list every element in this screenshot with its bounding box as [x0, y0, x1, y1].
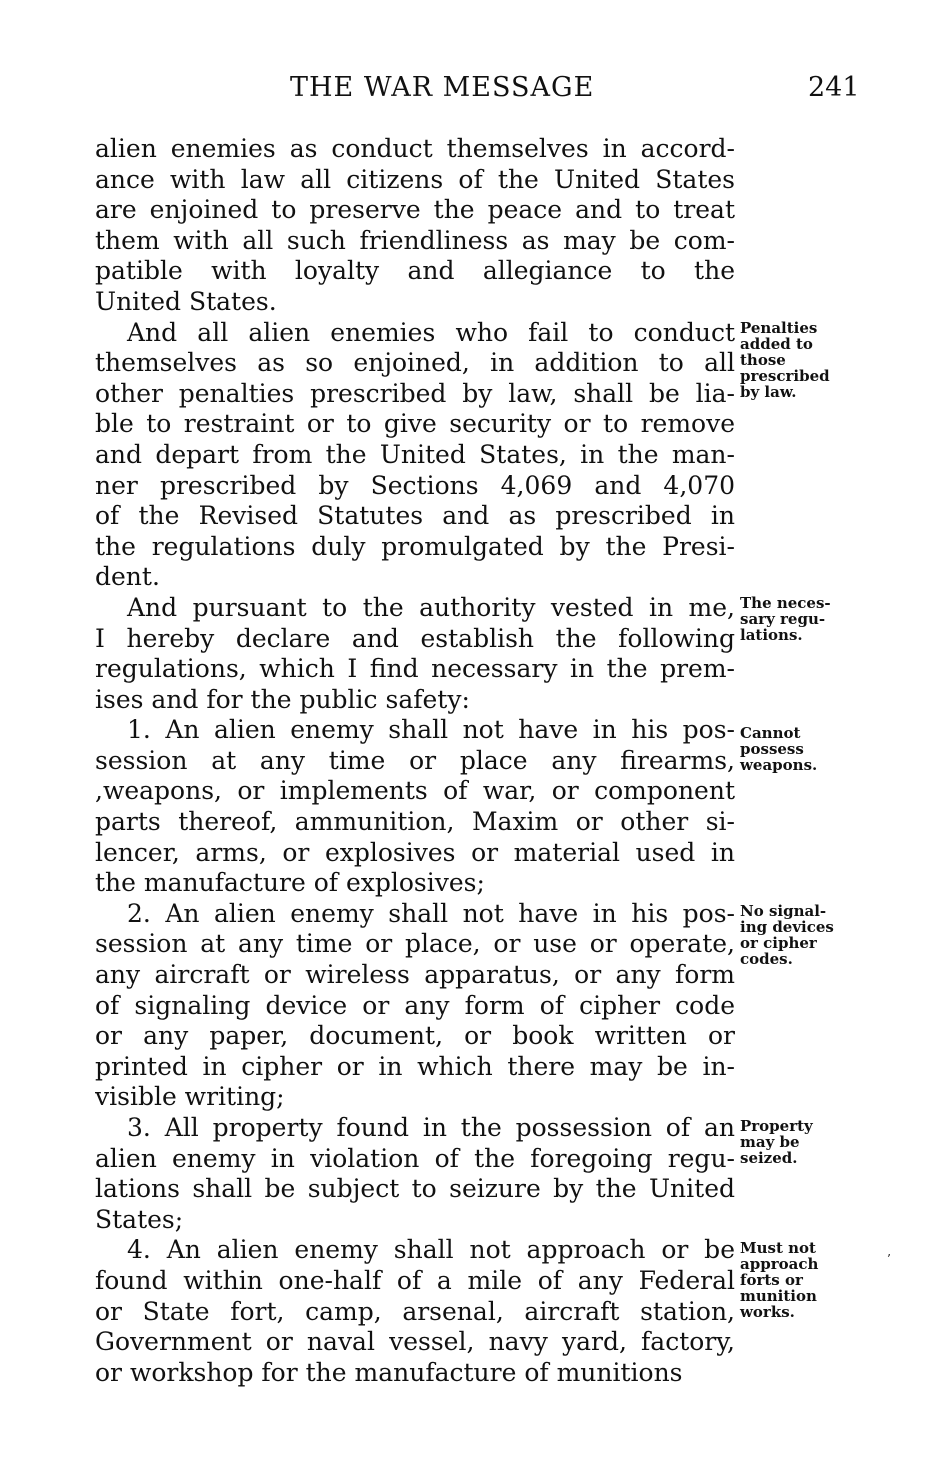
- text-line: of the Revised Statutes and as prescribed in: [95, 501, 735, 531]
- text-line: printed in cipher or in which there may be in-: [95, 1051, 735, 1081]
- text-line: session at any time or place, or use or operate,: [95, 929, 735, 959]
- text-line: ance with law all citizens of the United States: [95, 164, 735, 194]
- side-note-line: ing devices: [740, 918, 834, 936]
- text-line: Government or naval vessel, navy yard, factory,: [95, 1327, 735, 1357]
- side-note-line: may be: [740, 1133, 800, 1151]
- text-line: alien enemies as conduct themselves in accord-: [95, 134, 735, 163]
- side-note-line: sary regu-: [740, 610, 826, 628]
- text-line: session at any time or place any firearms,: [95, 745, 735, 775]
- side-note-regulations: [740, 595, 860, 643]
- page-title: THE WAR MESSAGE: [290, 72, 595, 103]
- text-line: lencer, arms, or explosives or material used in: [95, 837, 735, 867]
- side-note-line: Cannot: [740, 724, 801, 742]
- text-line: dent.: [95, 562, 160, 592]
- text-line: 4. An alien enemy shall not approach or be: [127, 1235, 735, 1265]
- side-note-forts: [740, 1240, 860, 1320]
- text-line: ner prescribed by Sections 4,069 and 4,070: [95, 470, 735, 500]
- text-line: or workshop for the manufacture of munitions: [95, 1357, 683, 1387]
- text-line: any aircraft or wireless apparatus, or any form: [95, 960, 735, 990]
- side-note-line: codes.: [740, 950, 793, 968]
- side-note-property: [740, 1118, 860, 1166]
- side-note-line: prescribed: [740, 367, 830, 385]
- side-note-line: by law.: [740, 383, 797, 401]
- text-line: themselves as so enjoined, in addition to all: [95, 348, 735, 378]
- side-note-line: added to: [740, 335, 813, 353]
- text-line: or State fort, camp, arsenal, aircraft station,: [95, 1296, 735, 1326]
- side-note-line: forts or: [740, 1271, 803, 1289]
- text-line: States;: [95, 1204, 184, 1234]
- text-line: ble to restraint or to give security or to remove: [95, 409, 735, 439]
- text-line: ises and for the public safety:: [95, 684, 470, 714]
- text-line: the regulations duly promulgated by the Presi-: [95, 531, 735, 561]
- side-note-line: Must not: [740, 1239, 816, 1257]
- text-line: visible writing;: [95, 1082, 285, 1112]
- page-number: 241: [808, 72, 860, 103]
- text-line: regulations, which I find necessary in the prem-: [95, 654, 735, 684]
- side-note-line: possess: [740, 740, 804, 758]
- text-line: parts thereof, ammunition, Maxim or other si-: [95, 807, 735, 837]
- running-head: [0, 72, 950, 112]
- text-line: 2. An alien enemy shall not have in his pos-: [127, 898, 735, 928]
- side-note-line: those: [740, 351, 786, 369]
- text-line: of signaling device or any form of cipher code: [95, 990, 735, 1020]
- side-note-line: lations.: [740, 626, 803, 644]
- side-note-line: No signal-: [740, 902, 827, 920]
- side-note-penalties: [740, 320, 860, 400]
- text-line: And all alien enemies who fail to conduct: [127, 317, 735, 347]
- text-line: I hereby declare and establish the following: [95, 623, 735, 653]
- text-line: and depart from the United States, in the man-: [95, 439, 735, 469]
- side-note-line: Property: [740, 1117, 813, 1135]
- text-line: are enjoined to preserve the peace and to treat: [95, 195, 735, 225]
- text-line: other penalties prescribed by law, shall be lia-: [95, 378, 735, 408]
- text-line: them with all such friendliness as may be com-: [95, 225, 735, 255]
- text-line: 3. All property found in the possession of an: [127, 1113, 735, 1142]
- text-line: And pursuant to the authority vested in me,: [127, 592, 735, 622]
- text-line: the manufacture of explosives;: [95, 868, 485, 898]
- text-line: United States.: [95, 286, 277, 316]
- side-note-line: seized.: [740, 1149, 798, 1167]
- side-note-line: Penalties: [740, 319, 818, 337]
- side-note-line: weapons.: [740, 756, 818, 774]
- body-text: [95, 134, 735, 1388]
- text-line: alien enemy in violation of the foregoing regu-: [95, 1143, 735, 1173]
- side-note-line: or cipher: [740, 934, 817, 952]
- side-note-line: The neces-: [740, 594, 831, 612]
- side-note-signaling: [740, 903, 860, 967]
- side-note-line: approach: [740, 1255, 819, 1273]
- text-line: or any paper, document, or book written or: [95, 1021, 735, 1051]
- text-line: lations shall be subject to seizure by the United: [95, 1174, 735, 1204]
- text-line: 1. An alien enemy shall not have in his pos-: [127, 715, 735, 745]
- stray-print-mark: ’: [887, 1252, 891, 1266]
- text-line: ,weapons, or implements of war, or component: [95, 776, 735, 806]
- text-line: patible with loyalty and allegiance to the: [95, 256, 735, 286]
- side-note-weapons: [740, 725, 860, 773]
- side-note-line: works.: [740, 1303, 795, 1321]
- text-line: found within one-half of a mile of any Federal: [95, 1265, 735, 1295]
- side-note-line: munition: [740, 1287, 817, 1305]
